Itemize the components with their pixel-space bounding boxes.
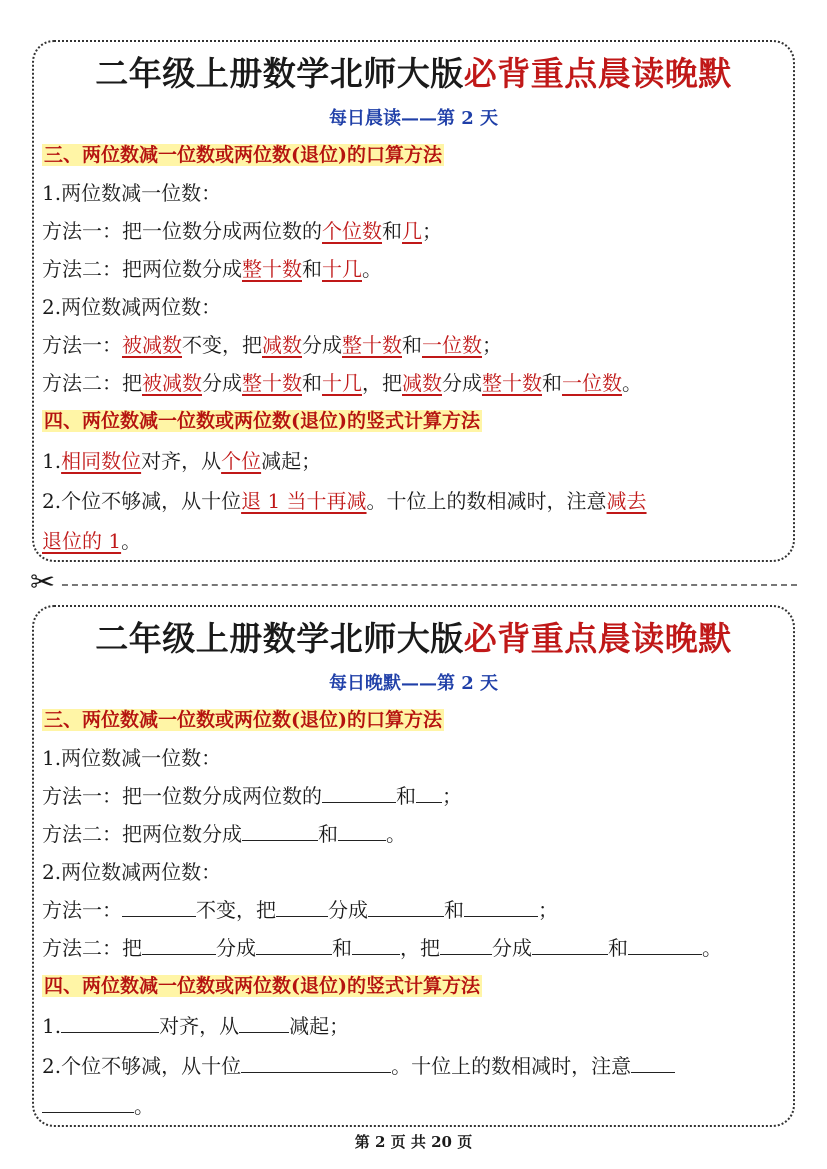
section-4-heading: 四、两位数减一位数或两位数(退位)的竖式计算方法: [44, 975, 480, 997]
fill-blank[interactable]: [241, 1052, 391, 1073]
fill-blank[interactable]: [122, 896, 196, 917]
fill-blank[interactable]: [440, 934, 492, 955]
method-1b-line: 方法一： 不变，把 分成 和 ；: [42, 898, 558, 922]
evening-subtitle: 每日晚默——第 2 天: [328, 673, 499, 694]
fill-blank[interactable]: [352, 934, 400, 955]
method-1-line: 方法一：把一位数分成两位数的 和 ；: [42, 784, 462, 808]
section-4-heading: 四、两位数减一位数或两位数(退位)的竖式计算方法: [44, 410, 480, 432]
section-3-heading: 三、两位数减一位数或两位数(退位)的口算方法: [44, 144, 442, 166]
answer: 被减数: [122, 333, 182, 357]
title-black: 二年级上册数学北师大版: [95, 54, 464, 93]
answer: 被减数: [142, 371, 202, 395]
cut-line: [32, 584, 797, 586]
vertical-2-cont-line: 。: [42, 1091, 787, 1121]
title-red: 必背重点晨读晚默: [463, 619, 732, 658]
answer: 十几: [322, 371, 362, 395]
answer: 减数: [402, 371, 442, 395]
fill-blank[interactable]: [242, 820, 318, 841]
answer: 一位数: [562, 371, 622, 395]
method-1b-line: 方法一：被减数不变，把减数分成整十数和一位数；: [42, 333, 502, 357]
answer: 整十数: [482, 371, 542, 395]
fill-blank[interactable]: [42, 1092, 134, 1113]
title-red: 必背重点晨读晚默: [463, 54, 732, 93]
answer: 退位的 1: [42, 529, 122, 553]
answer: 减数: [262, 333, 302, 357]
answer: 一位数: [422, 333, 482, 357]
answer: 整十数: [242, 371, 302, 395]
fill-blank[interactable]: [239, 1012, 289, 1033]
item-2-heading: 2.两位数减两位数：: [42, 860, 222, 884]
title-black: 二年级上册数学北师大版: [95, 619, 464, 658]
answer: 整十数: [342, 333, 402, 357]
morning-card: [32, 40, 795, 562]
answer: 个位: [221, 449, 262, 473]
answer: 整十数: [242, 257, 302, 281]
fill-blank[interactable]: [338, 820, 386, 841]
method-2b-line: 方法二：把 分成 和 ，把 分成 和 。: [42, 936, 722, 960]
answer: 几: [402, 219, 422, 243]
method-2-line: 方法二：把两位数分成整十数和十几。: [42, 257, 382, 281]
vertical-2-cont-line: 退位的 1。: [42, 529, 142, 553]
page-title: [34, 613, 793, 660]
fill-blank[interactable]: [61, 1012, 159, 1033]
item-1-heading: 1.两位数减一位数：: [42, 181, 222, 205]
method-2-line: 方法二：把两位数分成 和 。: [42, 822, 406, 846]
fill-blank[interactable]: [631, 1052, 675, 1073]
answer: 退 1 当十再减: [241, 489, 367, 513]
fill-blank[interactable]: [276, 896, 328, 917]
scissors-icon: ✂: [30, 566, 59, 600]
answer: 个位数: [322, 219, 382, 243]
fill-blank[interactable]: [322, 782, 396, 803]
fill-blank[interactable]: [368, 896, 444, 917]
method-1-line: 方法一：把一位数分成两位数的个位数和几；: [42, 219, 442, 243]
method-2b-line: 方法二：把被减数分成整十数和十几，把减数分成整十数和一位数。: [42, 371, 642, 395]
answer: 十几: [322, 257, 362, 281]
fill-blank[interactable]: [628, 934, 702, 955]
item-2-heading: 2.两位数减两位数：: [42, 295, 222, 319]
vertical-1-line: 1. 对齐，从 减起；: [42, 1014, 350, 1038]
fill-blank[interactable]: [416, 782, 442, 803]
evening-card: [32, 605, 795, 1127]
page-number: 第 2 页 共 20 页: [354, 1133, 473, 1151]
fill-blank[interactable]: [142, 934, 216, 955]
fill-blank[interactable]: [532, 934, 608, 955]
answer: 相同数位: [61, 449, 142, 473]
vertical-2-line: 2.个位不够减，从十位 。十位上的数相减时，注意: [42, 1051, 787, 1081]
vertical-1-line: 1.相同数位对齐，从个位减起；: [42, 449, 322, 473]
item-1-heading: 1.两位数减一位数：: [42, 746, 222, 770]
answer: 减去: [606, 489, 647, 513]
page-title: [34, 48, 793, 95]
fill-blank[interactable]: [256, 934, 332, 955]
morning-subtitle: 每日晨读——第 2 天: [328, 108, 499, 129]
section-3-heading: 三、两位数减一位数或两位数(退位)的口算方法: [44, 709, 442, 731]
fill-blank[interactable]: [464, 896, 538, 917]
vertical-2-line: 2.个位不够减，从十位退 1 当十再减。十位上的数相减时，注意减去: [42, 489, 647, 513]
